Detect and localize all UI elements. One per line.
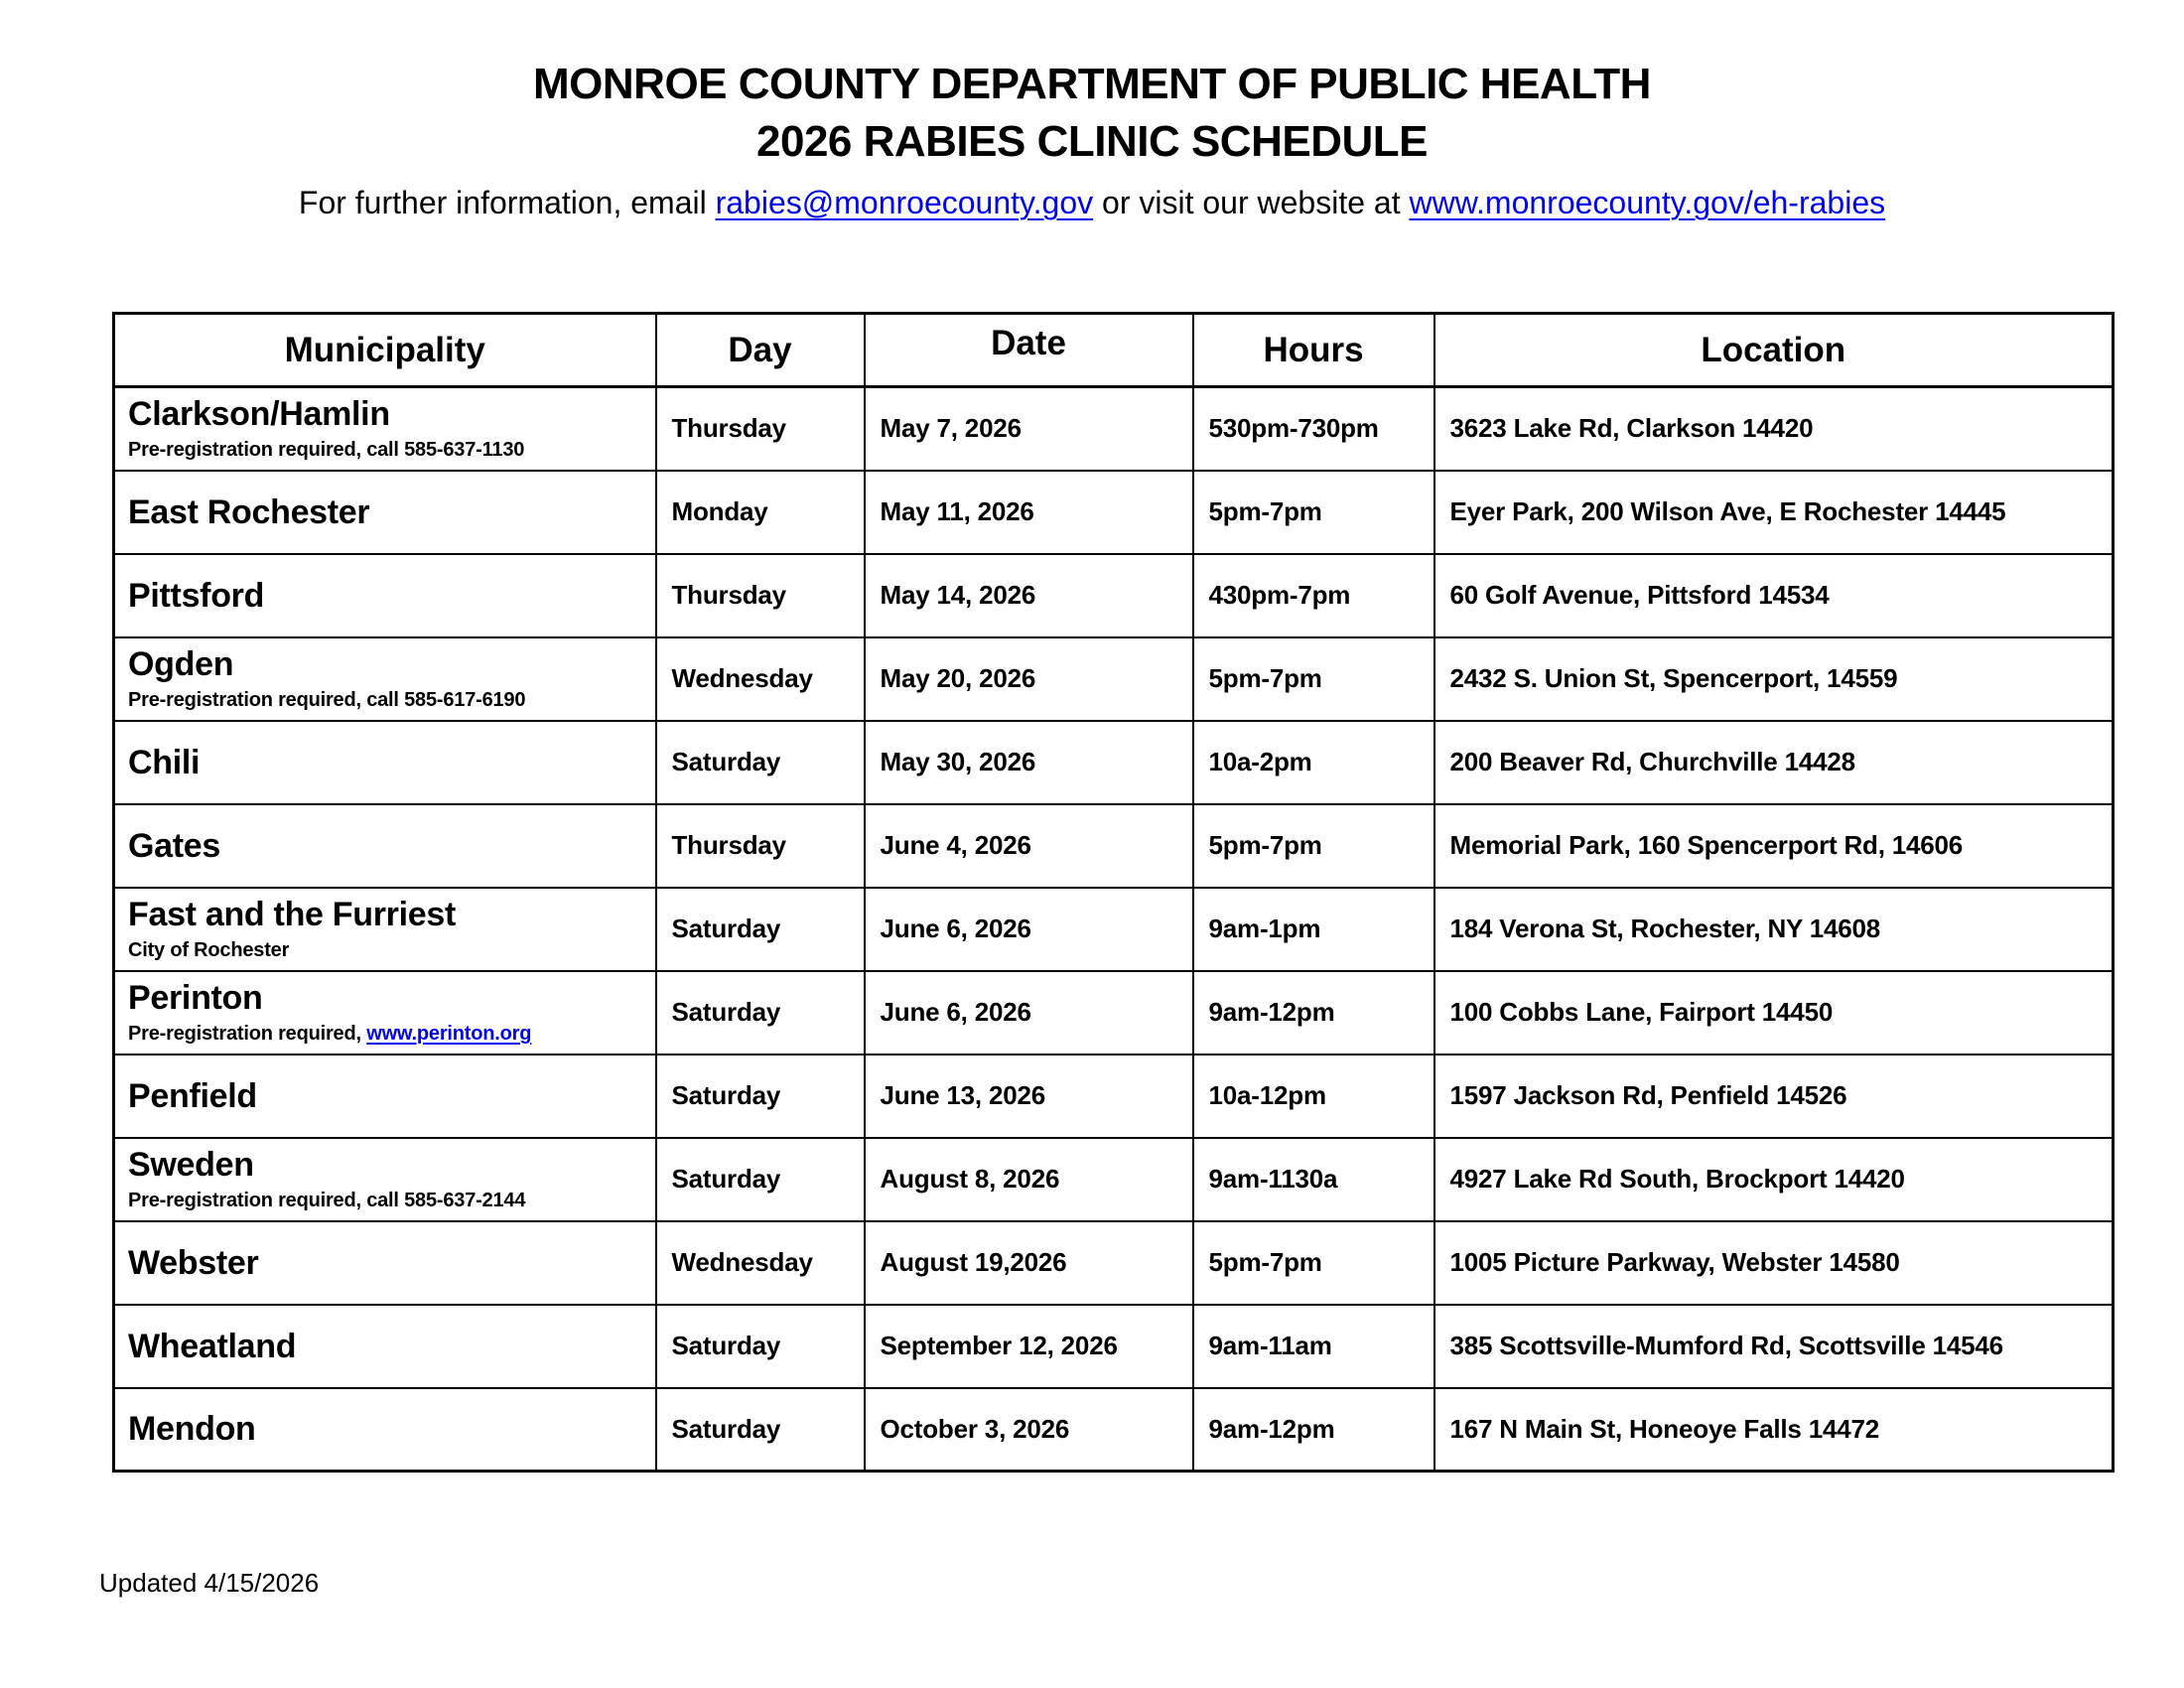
location-cell: Eyer Park, 200 Wilson Ave, E Rochester 14445 [1434,471,2114,554]
hours-cell: 10a-2pm [1193,721,1434,804]
location-cell: 200 Beaver Rd, Churchville 14428 [1434,721,2114,804]
day-cell: Thursday [656,387,865,471]
table-row [114,1221,2114,1305]
day-cell: Monday [656,471,865,554]
municipality-name: East Rochester [128,492,370,531]
hours-cell: 5pm-7pm [1193,1221,1434,1305]
municipality-name: Ogden [128,645,234,683]
table-row [114,1055,2114,1138]
municipality-cell [114,888,656,971]
day-cell: Wednesday [656,637,865,721]
perinton-link[interactable]: www.perinton.org [366,1023,532,1045]
date-cell: May 7, 2026 [865,387,1193,471]
email-link[interactable]: rabies@monroecounty.gov [715,185,1094,220]
municipality-note: Pre-registration required, call 585-617-6190 [128,689,526,711]
day-cell: Saturday [656,721,865,804]
hours-cell: 530pm-730pm [1193,387,1434,471]
date-cell: August 8, 2026 [865,1138,1193,1221]
location-cell: 1005 Picture Parkway, Webster 14580 [1434,1221,2114,1305]
hours-cell: 9am-12pm [1193,971,1434,1055]
date-cell: October 3, 2026 [865,1388,1193,1472]
municipality-name: Gates [128,826,220,865]
date-cell: June 6, 2026 [865,888,1193,971]
day-cell: Saturday [656,888,865,971]
table-row [114,1305,2114,1388]
table-row [114,721,2114,804]
table-row [114,888,2114,971]
municipality-note: City of Rochester [128,939,290,961]
municipality-cell [114,471,656,554]
column-header-location: Location [1434,314,2114,387]
table-row [114,1388,2114,1472]
municipality-cell [114,1138,656,1221]
day-cell: Wednesday [656,1221,865,1305]
date-cell: May 30, 2026 [865,721,1193,804]
page-title-line2: 2026 RABIES CLINIC SCHEDULE [756,117,1428,166]
date-cell: June 6, 2026 [865,971,1193,1055]
municipality-cell [114,554,656,637]
info-line [0,181,2184,224]
hours-cell: 9am-1130a [1193,1138,1434,1221]
date-cell: August 19,2026 [865,1221,1193,1305]
municipality-name: Pittsford [128,576,265,615]
hours-cell: 10a-12pm [1193,1055,1434,1138]
table-row [114,471,2114,554]
municipality-name: Webster [128,1243,259,1282]
location-cell: 2432 S. Union St, Spencerport, 14559 [1434,637,2114,721]
day-cell: Saturday [656,1138,865,1221]
column-header-date: Date [865,314,1193,387]
location-cell: 3623 Lake Rd, Clarkson 14420 [1434,387,2114,471]
document-header [0,0,2184,224]
location-cell: 60 Golf Avenue, Pittsford 14534 [1434,554,2114,637]
municipality-name: Sweden [128,1146,254,1184]
hours-cell: 5pm-7pm [1193,637,1434,721]
municipality-cell [114,1305,656,1388]
table-header-row [114,314,2114,387]
municipality-name: Mendon [128,1410,256,1449]
info-prefix-text: For further information, email [298,185,716,220]
info-middle-text: or visit our website at [1093,185,1410,220]
date-cell: May 20, 2026 [865,637,1193,721]
page-title-line1: MONROE COUNTY DEPARTMENT OF PUBLIC HEALTH [533,60,1651,108]
hours-cell: 5pm-7pm [1193,471,1434,554]
clinic-schedule-table [112,312,2115,1473]
day-cell: Thursday [656,804,865,888]
table-row [114,637,2114,721]
location-cell: 1597 Jackson Rd, Penfield 14526 [1434,1055,2114,1138]
location-cell: 4927 Lake Rd South, Brockport 14420 [1434,1138,2114,1221]
municipality-note-text: Pre-registration required, [128,1023,367,1045]
table-row [114,387,2114,471]
date-cell: September 12, 2026 [865,1305,1193,1388]
column-header-day: Day [656,314,865,387]
municipality-name: Penfield [128,1076,257,1115]
hours-cell: 9am-1pm [1193,888,1434,971]
day-cell: Thursday [656,554,865,637]
table-row [114,804,2114,888]
municipality-cell [114,804,656,888]
hours-cell: 430pm-7pm [1193,554,1434,637]
table-row [114,554,2114,637]
date-cell: May 14, 2026 [865,554,1193,637]
municipality-cell [114,1055,656,1138]
column-header-municipality: Municipality [114,314,656,387]
municipality-name: Fast and the Furriest [128,896,456,933]
municipality-name: Perinton [128,979,263,1017]
day-cell: Saturday [656,1055,865,1138]
municipality-cell [114,1221,656,1305]
column-header-hours: Hours [1193,314,1434,387]
municipality-cell [114,637,656,721]
hours-cell: 9am-12pm [1193,1388,1434,1472]
municipality-note: Pre-registration required, call 585-637-1130 [128,439,525,462]
day-cell: Saturday [656,971,865,1055]
municipality-cell [114,971,656,1055]
location-cell: 167 N Main St, Honeoye Falls 14472 [1434,1388,2114,1472]
date-cell: June 4, 2026 [865,804,1193,888]
municipality-cell [114,1388,656,1472]
table-row [114,1138,2114,1221]
updated-date-note: Updated 4/15/2026 [99,1568,320,1598]
municipality-name: Wheatland [128,1327,297,1365]
location-cell: 385 Scottsville-Mumford Rd, Scottsville 14546 [1434,1305,2114,1388]
website-link[interactable]: www.monroecounty.gov/eh-rabies [1409,185,1886,220]
location-cell: 184 Verona St, Rochester, NY 14608 [1434,888,2114,971]
municipality-note: Pre-registration required, call 585-637-2144 [128,1190,526,1211]
municipality-name: Clarkson/Hamlin [128,395,390,434]
date-cell: May 11, 2026 [865,471,1193,554]
municipality-cell [114,387,656,471]
location-cell: 100 Cobbs Lane, Fairport 14450 [1434,971,2114,1055]
day-cell: Saturday [656,1388,865,1472]
hours-cell: 9am-11am [1193,1305,1434,1388]
date-cell: June 13, 2026 [865,1055,1193,1138]
location-cell: Memorial Park, 160 Spencerport Rd, 14606 [1434,804,2114,888]
municipality-name: Chili [128,743,201,781]
hours-cell: 5pm-7pm [1193,804,1434,888]
day-cell: Saturday [656,1305,865,1388]
table-row [114,971,2114,1055]
municipality-note [128,1021,649,1047]
municipality-cell [114,721,656,804]
